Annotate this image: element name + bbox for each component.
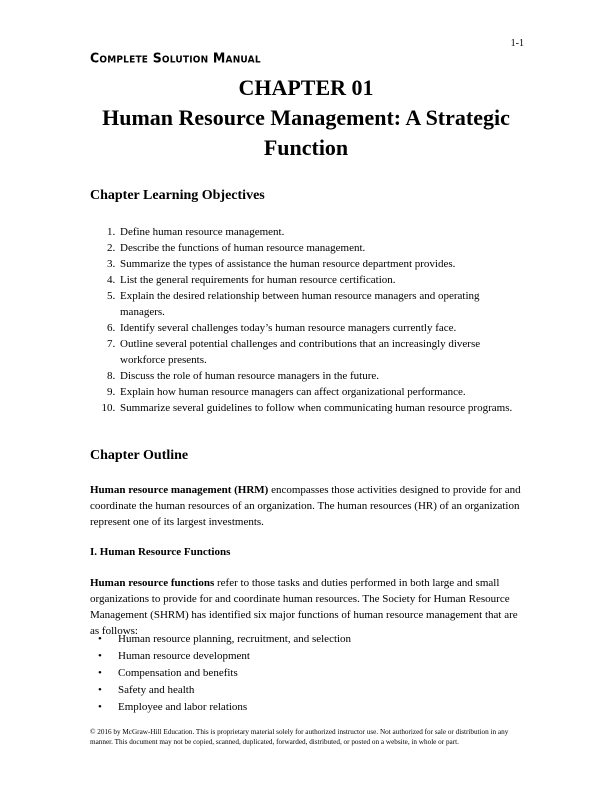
objective-item: 9. Explain how human resource managers can affect organizational performance. <box>118 384 522 400</box>
function-item: • Safety and health <box>118 682 522 699</box>
function-item: • Human resource planning, recruitment, and selection <box>118 631 522 648</box>
objective-item: 2. Describe the functions of human resource management. <box>118 240 522 256</box>
chapter-number: CHAPTER 01 <box>238 75 374 100</box>
functions-list <box>90 631 522 716</box>
objective-item: 7. Outline several potential challenges and contributions that an increasingly diverse workforce presents. <box>118 336 522 368</box>
objective-item: 3. Summarize the types of assistance the human resource department provides. <box>118 256 522 272</box>
objective-item: 8. Discuss the role of human resource managers in the future. <box>118 368 522 384</box>
objective-item: 5. Explain the desired relationship between human resource managers and operating managers. <box>118 288 522 320</box>
hrm-definition-paragraph <box>90 482 522 530</box>
functions-term: Human resource functions <box>90 577 215 589</box>
chapter-title-line-1: Human Resource Management: A Strategic <box>102 105 510 130</box>
objective-item: 10. Summarize several guidelines to follow when communicating human resource programs. <box>118 400 522 416</box>
objectives-list <box>90 224 522 416</box>
hrm-term: Human resource management (HRM) <box>90 484 269 496</box>
hrm-definition-text: encompasses those activities designed to provide for and coordinate the human resources of an organization. The human resources (HR) of an organization represent one of its largest investments. <box>90 484 521 528</box>
objectives-heading: Chapter Learning Objectives <box>90 188 265 203</box>
functions-paragraph <box>90 575 522 639</box>
objective-item: 4. List the general requirements for human resource certification. <box>118 272 522 288</box>
objective-item: 1. Define human resource management. <box>118 224 522 240</box>
chapter-title-line-2: Function <box>263 135 349 160</box>
function-item: • Compensation and benefits <box>118 665 522 682</box>
function-item: • Employee and labor relations <box>118 699 522 716</box>
copyright-footer: © 2016 by McGraw-Hill Education. This is proprietary material solely for authorized instructor use. Not authorized for sale or distribution in any manner. This document may not be copied, scanned, duplicated, forwarded, distributed, or posted on a website, in whole or part. <box>90 728 509 746</box>
outline-heading: Chapter Outline <box>90 448 189 463</box>
manual-label: Complete Solution Manual <box>90 50 261 66</box>
section-1-heading: I. Human Resource Functions <box>90 546 231 558</box>
objective-item: 6. Identify several challenges today’s human resource managers currently face. <box>118 320 522 336</box>
function-item: • Human resource development <box>118 648 522 665</box>
page-number: 1-1 <box>510 38 524 49</box>
chapter-title <box>90 73 522 163</box>
functions-text: refer to those tasks and duties performed in both large and small organizations to provide for and coordinate human resources. The Society for Human Resource Management (SHRM) has identified six major functions of human resource management that are as follows: <box>90 577 518 637</box>
